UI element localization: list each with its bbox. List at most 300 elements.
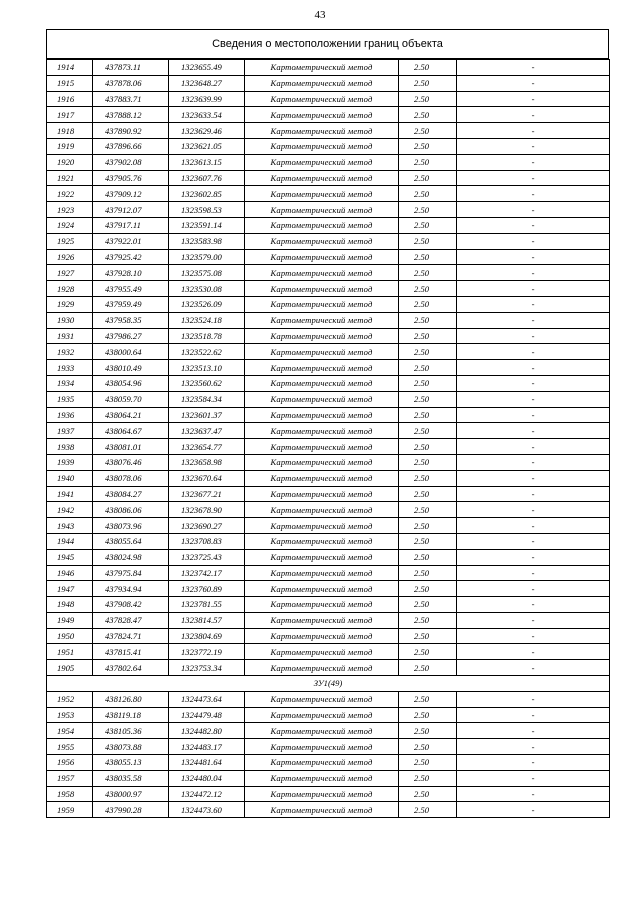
y-coordinate-cell: 1323804.69 — [169, 628, 245, 644]
method-cell: Картометрический метод — [245, 154, 399, 170]
note-cell: - — [457, 138, 610, 154]
method-cell: Картометрический метод — [245, 360, 399, 376]
table-row — [47, 344, 610, 360]
y-coordinate-cell: 1323601.37 — [169, 407, 245, 423]
table-row — [47, 170, 610, 186]
y-coordinate-cell: 1323772.19 — [169, 644, 245, 660]
method-cell: Картометрический метод — [245, 802, 399, 818]
x-coordinate-cell: 438086.06 — [93, 502, 169, 518]
note-cell: - — [457, 423, 610, 439]
accuracy-cell: 2.50 — [399, 154, 457, 170]
note-cell: - — [457, 233, 610, 249]
point-number-cell: 1927 — [47, 265, 93, 281]
note-cell: - — [457, 612, 610, 628]
table-row — [47, 439, 610, 455]
method-cell: Картометрический метод — [245, 138, 399, 154]
table-row — [47, 233, 610, 249]
boundary-table-sheet — [46, 29, 609, 818]
table-row — [47, 581, 610, 597]
accuracy-cell: 2.50 — [399, 518, 457, 534]
accuracy-cell: 2.50 — [399, 502, 457, 518]
table-row — [47, 312, 610, 328]
note-cell: - — [457, 565, 610, 581]
accuracy-cell: 2.50 — [399, 344, 457, 360]
note-cell: - — [457, 407, 610, 423]
table-row — [47, 407, 610, 423]
y-coordinate-cell: 1323579.00 — [169, 249, 245, 265]
method-cell: Картометрический метод — [245, 533, 399, 549]
point-number-cell: 1958 — [47, 786, 93, 802]
y-coordinate-cell: 1324479.48 — [169, 707, 245, 723]
accuracy-cell: 2.50 — [399, 691, 457, 707]
x-coordinate-cell: 437896.66 — [93, 138, 169, 154]
note-cell: - — [457, 581, 610, 597]
method-cell: Картометрический метод — [245, 549, 399, 565]
accuracy-cell: 2.50 — [399, 281, 457, 297]
method-cell: Картометрический метод — [245, 296, 399, 312]
y-coordinate-cell: 1323742.17 — [169, 565, 245, 581]
x-coordinate-cell: 438073.88 — [93, 739, 169, 755]
point-number-cell: 1951 — [47, 644, 93, 660]
point-number-cell: 1940 — [47, 470, 93, 486]
point-number-cell: 1932 — [47, 344, 93, 360]
x-coordinate-cell: 438064.21 — [93, 407, 169, 423]
table-row — [47, 423, 610, 439]
y-coordinate-cell: 1323607.76 — [169, 170, 245, 186]
table-row — [47, 533, 610, 549]
x-coordinate-cell: 437908.42 — [93, 597, 169, 613]
x-coordinate-cell: 437815.41 — [93, 644, 169, 660]
table-row — [47, 186, 610, 202]
method-cell: Картометрический метод — [245, 470, 399, 486]
note-cell: - — [457, 723, 610, 739]
note-cell: - — [457, 170, 610, 186]
point-number-cell: 1938 — [47, 439, 93, 455]
note-cell: - — [457, 154, 610, 170]
table-row — [47, 454, 610, 470]
note-cell: - — [457, 770, 610, 786]
y-coordinate-cell: 1323602.85 — [169, 186, 245, 202]
note-cell: - — [457, 439, 610, 455]
point-number-cell: 1959 — [47, 802, 93, 818]
method-cell: Картометрический метод — [245, 628, 399, 644]
point-number-cell: 1950 — [47, 628, 93, 644]
accuracy-cell: 2.50 — [399, 486, 457, 502]
method-cell: Картометрический метод — [245, 91, 399, 107]
accuracy-cell: 2.50 — [399, 75, 457, 91]
note-cell: - — [457, 739, 610, 755]
accuracy-cell: 2.50 — [399, 628, 457, 644]
note-cell: - — [457, 391, 610, 407]
section-row — [47, 676, 610, 692]
y-coordinate-cell: 1323781.55 — [169, 597, 245, 613]
table-row — [47, 802, 610, 818]
point-number-cell: 1941 — [47, 486, 93, 502]
table-row — [47, 91, 610, 107]
note-cell: - — [457, 755, 610, 771]
point-number-cell: 1952 — [47, 691, 93, 707]
note-cell: - — [457, 344, 610, 360]
y-coordinate-cell: 1324481.64 — [169, 755, 245, 771]
table-row — [47, 486, 610, 502]
x-coordinate-cell: 437883.71 — [93, 91, 169, 107]
y-coordinate-cell: 1323814.57 — [169, 612, 245, 628]
method-cell: Картометрический метод — [245, 75, 399, 91]
table-row — [47, 644, 610, 660]
note-cell: - — [457, 502, 610, 518]
point-number-cell: 1919 — [47, 138, 93, 154]
x-coordinate-cell: 437955.49 — [93, 281, 169, 297]
method-cell: Картометрический метод — [245, 502, 399, 518]
accuracy-cell: 2.50 — [399, 138, 457, 154]
method-cell: Картометрический метод — [245, 249, 399, 265]
y-coordinate-cell: 1323598.53 — [169, 202, 245, 218]
accuracy-cell: 2.50 — [399, 202, 457, 218]
method-cell: Картометрический метод — [245, 202, 399, 218]
accuracy-cell: 2.50 — [399, 597, 457, 613]
table-row — [47, 138, 610, 154]
method-cell: Картометрический метод — [245, 612, 399, 628]
x-coordinate-cell: 437922.01 — [93, 233, 169, 249]
y-coordinate-cell: 1323677.21 — [169, 486, 245, 502]
y-coordinate-cell: 1323753.34 — [169, 660, 245, 676]
note-cell: - — [457, 707, 610, 723]
x-coordinate-cell: 438000.64 — [93, 344, 169, 360]
y-coordinate-cell: 1323658.98 — [169, 454, 245, 470]
x-coordinate-cell: 438055.64 — [93, 533, 169, 549]
point-number-cell: 1915 — [47, 75, 93, 91]
point-number-cell: 1948 — [47, 597, 93, 613]
point-number-cell: 1905 — [47, 660, 93, 676]
accuracy-cell: 2.50 — [399, 802, 457, 818]
point-number-cell: 1943 — [47, 518, 93, 534]
accuracy-cell: 2.50 — [399, 391, 457, 407]
point-number-cell: 1947 — [47, 581, 93, 597]
x-coordinate-cell: 437909.12 — [93, 186, 169, 202]
x-coordinate-cell: 437990.28 — [93, 802, 169, 818]
y-coordinate-cell: 1323633.54 — [169, 107, 245, 123]
method-cell: Картометрический метод — [245, 786, 399, 802]
y-coordinate-cell: 1323524.18 — [169, 312, 245, 328]
table-row — [47, 154, 610, 170]
point-number-cell: 1916 — [47, 91, 93, 107]
point-number-cell: 1920 — [47, 154, 93, 170]
y-coordinate-cell: 1323530.08 — [169, 281, 245, 297]
x-coordinate-cell: 437912.07 — [93, 202, 169, 218]
note-cell: - — [457, 628, 610, 644]
x-coordinate-cell: 437917.11 — [93, 217, 169, 233]
table-row — [47, 786, 610, 802]
table-row — [47, 770, 610, 786]
x-coordinate-cell: 438119.18 — [93, 707, 169, 723]
y-coordinate-cell: 1323654.77 — [169, 439, 245, 455]
y-coordinate-cell: 1324482.80 — [169, 723, 245, 739]
x-coordinate-cell: 438055.13 — [93, 755, 169, 771]
point-number-cell: 1914 — [47, 60, 93, 76]
x-coordinate-cell: 438105.36 — [93, 723, 169, 739]
method-cell: Картометрический метод — [245, 391, 399, 407]
point-number-cell: 1923 — [47, 202, 93, 218]
table-row — [47, 75, 610, 91]
table-row — [47, 328, 610, 344]
table-row — [47, 691, 610, 707]
accuracy-cell: 2.50 — [399, 265, 457, 281]
point-number-cell: 1937 — [47, 423, 93, 439]
note-cell: - — [457, 518, 610, 534]
accuracy-cell: 2.50 — [399, 107, 457, 123]
x-coordinate-cell: 437902.08 — [93, 154, 169, 170]
point-number-cell: 1931 — [47, 328, 93, 344]
note-cell: - — [457, 802, 610, 818]
x-coordinate-cell: 437934.94 — [93, 581, 169, 597]
table-row — [47, 265, 610, 281]
note-cell: - — [457, 375, 610, 391]
point-number-cell: 1917 — [47, 107, 93, 123]
accuracy-cell: 2.50 — [399, 723, 457, 739]
y-coordinate-cell: 1324472.12 — [169, 786, 245, 802]
table-row — [47, 565, 610, 581]
y-coordinate-cell: 1323591.14 — [169, 217, 245, 233]
x-coordinate-cell: 437888.12 — [93, 107, 169, 123]
x-coordinate-cell: 437925.42 — [93, 249, 169, 265]
y-coordinate-cell: 1323639.99 — [169, 91, 245, 107]
note-cell: - — [457, 454, 610, 470]
accuracy-cell: 2.50 — [399, 755, 457, 771]
accuracy-cell: 2.50 — [399, 360, 457, 376]
method-cell: Картометрический метод — [245, 486, 399, 502]
y-coordinate-cell: 1323725.43 — [169, 549, 245, 565]
x-coordinate-cell: 438081.01 — [93, 439, 169, 455]
note-cell: - — [457, 123, 610, 139]
note-cell: - — [457, 281, 610, 297]
note-cell: - — [457, 296, 610, 312]
table-row — [47, 217, 610, 233]
accuracy-cell: 2.50 — [399, 186, 457, 202]
y-coordinate-cell: 1323522.62 — [169, 344, 245, 360]
table-row — [47, 107, 610, 123]
table-row — [47, 739, 610, 755]
note-cell: - — [457, 202, 610, 218]
method-cell: Картометрический метод — [245, 755, 399, 771]
x-coordinate-cell: 438000.97 — [93, 786, 169, 802]
x-coordinate-cell: 438064.67 — [93, 423, 169, 439]
accuracy-cell: 2.50 — [399, 170, 457, 186]
note-cell: - — [457, 533, 610, 549]
note-cell: - — [457, 328, 610, 344]
x-coordinate-cell: 437802.64 — [93, 660, 169, 676]
x-coordinate-cell: 438035.58 — [93, 770, 169, 786]
x-coordinate-cell: 438073.96 — [93, 518, 169, 534]
point-number-cell: 1942 — [47, 502, 93, 518]
y-coordinate-cell: 1323584.34 — [169, 391, 245, 407]
table-row — [47, 281, 610, 297]
accuracy-cell: 2.50 — [399, 739, 457, 755]
method-cell: Картометрический метод — [245, 770, 399, 786]
y-coordinate-cell: 1323708.83 — [169, 533, 245, 549]
table-row — [47, 360, 610, 376]
method-cell: Картометрический метод — [245, 186, 399, 202]
point-number-cell: 1939 — [47, 454, 93, 470]
accuracy-cell: 2.50 — [399, 423, 457, 439]
section-label: ЗУ1(49) — [47, 676, 610, 692]
method-cell: Картометрический метод — [245, 312, 399, 328]
accuracy-cell: 2.50 — [399, 60, 457, 76]
accuracy-cell: 2.50 — [399, 233, 457, 249]
accuracy-cell: 2.50 — [399, 786, 457, 802]
accuracy-cell: 2.50 — [399, 612, 457, 628]
method-cell: Картометрический метод — [245, 60, 399, 76]
point-number-cell: 1936 — [47, 407, 93, 423]
method-cell: Картометрический метод — [245, 597, 399, 613]
x-coordinate-cell: 437975.84 — [93, 565, 169, 581]
point-number-cell: 1945 — [47, 549, 93, 565]
method-cell: Картометрический метод — [245, 423, 399, 439]
table-row — [47, 502, 610, 518]
method-cell: Картометрический метод — [245, 123, 399, 139]
y-coordinate-cell: 1324483.17 — [169, 739, 245, 755]
accuracy-cell: 2.50 — [399, 660, 457, 676]
table-row — [47, 123, 610, 139]
point-number-cell: 1954 — [47, 723, 93, 739]
method-cell: Картометрический метод — [245, 265, 399, 281]
note-cell: - — [457, 644, 610, 660]
point-number-cell: 1922 — [47, 186, 93, 202]
point-number-cell: 1934 — [47, 375, 93, 391]
x-coordinate-cell: 437958.35 — [93, 312, 169, 328]
note-cell: - — [457, 186, 610, 202]
table-row — [47, 707, 610, 723]
method-cell: Картометрический метод — [245, 344, 399, 360]
method-cell: Картометрический метод — [245, 707, 399, 723]
x-coordinate-cell: 438054.96 — [93, 375, 169, 391]
y-coordinate-cell: 1323637.47 — [169, 423, 245, 439]
point-number-cell: 1955 — [47, 739, 93, 755]
method-cell: Картометрический метод — [245, 217, 399, 233]
table-row — [47, 296, 610, 312]
x-coordinate-cell: 438076.46 — [93, 454, 169, 470]
y-coordinate-cell: 1324473.64 — [169, 691, 245, 707]
table-row — [47, 202, 610, 218]
point-number-cell: 1944 — [47, 533, 93, 549]
y-coordinate-cell: 1323583.98 — [169, 233, 245, 249]
x-coordinate-cell: 438010.49 — [93, 360, 169, 376]
accuracy-cell: 2.50 — [399, 407, 457, 423]
table-row — [47, 375, 610, 391]
point-number-cell: 1933 — [47, 360, 93, 376]
table-row — [47, 249, 610, 265]
x-coordinate-cell: 437905.76 — [93, 170, 169, 186]
table-row — [47, 723, 610, 739]
y-coordinate-cell: 1323760.89 — [169, 581, 245, 597]
note-cell: - — [457, 597, 610, 613]
page-number: 43 — [314, 9, 326, 21]
accuracy-cell: 2.50 — [399, 296, 457, 312]
method-cell: Картометрический метод — [245, 723, 399, 739]
y-coordinate-cell: 1323670.64 — [169, 470, 245, 486]
method-cell: Картометрический метод — [245, 170, 399, 186]
point-number-cell: 1949 — [47, 612, 93, 628]
accuracy-cell: 2.50 — [399, 533, 457, 549]
method-cell: Картометрический метод — [245, 660, 399, 676]
note-cell: - — [457, 360, 610, 376]
note-cell: - — [457, 75, 610, 91]
point-number-cell: 1926 — [47, 249, 93, 265]
y-coordinate-cell: 1323648.27 — [169, 75, 245, 91]
note-cell: - — [457, 691, 610, 707]
method-cell: Картометрический метод — [245, 439, 399, 455]
table-row — [47, 60, 610, 76]
method-cell: Картометрический метод — [245, 565, 399, 581]
note-cell: - — [457, 470, 610, 486]
point-number-cell: 1929 — [47, 296, 93, 312]
x-coordinate-cell: 437928.10 — [93, 265, 169, 281]
note-cell: - — [457, 249, 610, 265]
accuracy-cell: 2.50 — [399, 249, 457, 265]
y-coordinate-cell: 1323518.78 — [169, 328, 245, 344]
note-cell: - — [457, 60, 610, 76]
accuracy-cell: 2.50 — [399, 581, 457, 597]
accuracy-cell: 2.50 — [399, 454, 457, 470]
y-coordinate-cell: 1323690.27 — [169, 518, 245, 534]
point-number-cell: 1946 — [47, 565, 93, 581]
y-coordinate-cell: 1323655.49 — [169, 60, 245, 76]
point-number-cell: 1924 — [47, 217, 93, 233]
note-cell: - — [457, 486, 610, 502]
table-row — [47, 470, 610, 486]
accuracy-cell: 2.50 — [399, 470, 457, 486]
y-coordinate-cell: 1323613.15 — [169, 154, 245, 170]
note-cell: - — [457, 312, 610, 328]
y-coordinate-cell: 1323678.90 — [169, 502, 245, 518]
accuracy-cell: 2.50 — [399, 770, 457, 786]
method-cell: Картометрический метод — [245, 107, 399, 123]
coordinates-table — [46, 59, 610, 818]
note-cell: - — [457, 549, 610, 565]
accuracy-cell: 2.50 — [399, 375, 457, 391]
table-row — [47, 755, 610, 771]
point-number-cell: 1957 — [47, 770, 93, 786]
x-coordinate-cell: 437986.27 — [93, 328, 169, 344]
method-cell: Картометрический метод — [245, 328, 399, 344]
accuracy-cell: 2.50 — [399, 644, 457, 660]
accuracy-cell: 2.50 — [399, 123, 457, 139]
method-cell: Картометрический метод — [245, 454, 399, 470]
x-coordinate-cell: 437959.49 — [93, 296, 169, 312]
method-cell: Картометрический метод — [245, 581, 399, 597]
x-coordinate-cell: 438078.06 — [93, 470, 169, 486]
method-cell: Картометрический метод — [245, 644, 399, 660]
table-title: Сведения о местоположении границ объекта — [46, 29, 609, 59]
x-coordinate-cell: 438126.80 — [93, 691, 169, 707]
table-row — [47, 391, 610, 407]
x-coordinate-cell: 437878.06 — [93, 75, 169, 91]
table-row — [47, 549, 610, 565]
note-cell: - — [457, 265, 610, 281]
method-cell: Картометрический метод — [245, 739, 399, 755]
y-coordinate-cell: 1323575.08 — [169, 265, 245, 281]
x-coordinate-cell: 438059.70 — [93, 391, 169, 407]
accuracy-cell: 2.50 — [399, 91, 457, 107]
accuracy-cell: 2.50 — [399, 217, 457, 233]
accuracy-cell: 2.50 — [399, 312, 457, 328]
table-row — [47, 660, 610, 676]
point-number-cell: 1935 — [47, 391, 93, 407]
note-cell: - — [457, 660, 610, 676]
x-coordinate-cell: 438024.98 — [93, 549, 169, 565]
point-number-cell: 1953 — [47, 707, 93, 723]
method-cell: Картометрический метод — [245, 407, 399, 423]
note-cell: - — [457, 786, 610, 802]
